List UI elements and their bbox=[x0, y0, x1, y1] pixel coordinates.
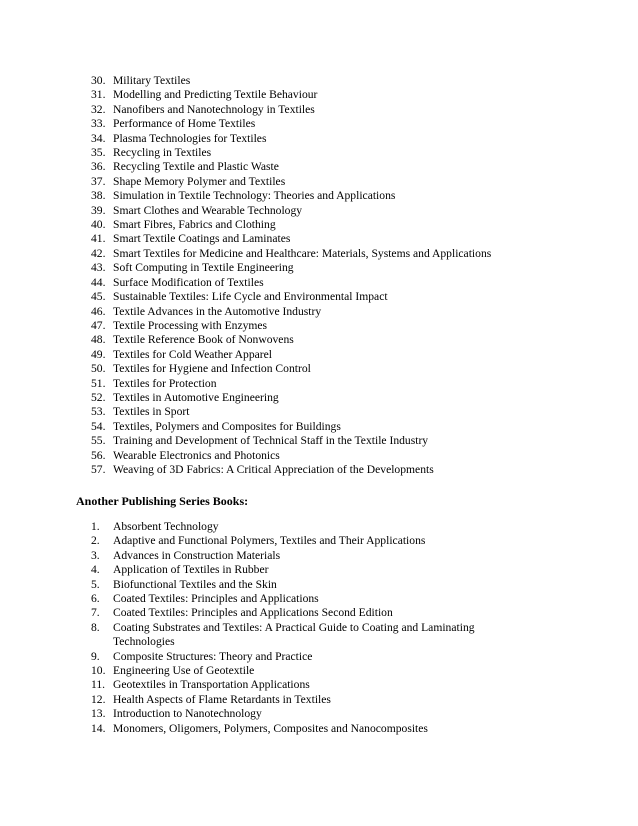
item-title: Coated Textiles: Principles and Applications bbox=[113, 592, 319, 606]
item-title: Military Textiles bbox=[113, 74, 191, 87]
list-item bbox=[91, 520, 475, 534]
list-item bbox=[91, 132, 491, 146]
item-title: Shape Memory Polymer and Textiles bbox=[113, 174, 286, 188]
list-item bbox=[91, 160, 491, 174]
item-number: 57. bbox=[91, 462, 106, 476]
item-number: 47. bbox=[91, 318, 106, 332]
list-item bbox=[91, 348, 491, 362]
item-title: Composite Structures: Theory and Practice bbox=[113, 649, 313, 663]
item-number: 40. bbox=[91, 218, 106, 232]
list-item bbox=[91, 563, 475, 577]
item-number: 43. bbox=[91, 261, 106, 275]
list-item bbox=[91, 434, 491, 448]
item-title: Introduction to Nanotechnology bbox=[113, 707, 262, 721]
item-number: 32. bbox=[91, 102, 106, 116]
item-title: Simulation in Textile Technology: Theories and Applications bbox=[113, 189, 396, 203]
item-number: 50. bbox=[91, 362, 106, 376]
item-number: 51. bbox=[91, 376, 106, 390]
item-number: 12. bbox=[91, 692, 106, 706]
item-number: 35. bbox=[91, 146, 106, 160]
item-number: 49. bbox=[91, 347, 106, 361]
list-item bbox=[91, 204, 491, 218]
item-title: Textiles in Sport bbox=[113, 405, 190, 419]
item-title: Modelling and Predicting Textile Behaviour bbox=[113, 88, 318, 102]
list-item bbox=[91, 146, 491, 160]
item-title: Monomers, Oligomers, Polymers, Composites and Nanocomposites bbox=[113, 721, 428, 735]
item-title: Sustainable Textiles: Life Cycle and Environmental Impact bbox=[113, 290, 388, 304]
list-item bbox=[91, 189, 491, 203]
item-number: 36. bbox=[91, 160, 106, 174]
list-item bbox=[91, 463, 491, 477]
item-title: Coated Textiles: Principles and Applications Second Edition bbox=[113, 606, 393, 620]
item-number: 8. bbox=[91, 620, 100, 634]
list-item bbox=[91, 606, 475, 620]
list-item bbox=[91, 261, 491, 275]
list-item bbox=[91, 650, 475, 664]
list-item bbox=[91, 232, 491, 246]
list-item bbox=[91, 693, 475, 707]
item-number: 5. bbox=[91, 577, 100, 591]
item-number: 34. bbox=[91, 131, 106, 145]
item-title: Adaptive and Functional Polymers, Textiles and Their Applications bbox=[113, 534, 426, 548]
item-title: Textile Advances in the Automotive Industry bbox=[113, 304, 322, 318]
item-title: Weaving of 3D Fabrics: A Critical Appreciation of the Developments bbox=[113, 462, 434, 476]
item-title: Textiles for Protection bbox=[113, 376, 217, 390]
item-number: 45. bbox=[91, 290, 106, 304]
item-title: Smart Fibres, Fabrics and Clothing bbox=[113, 218, 276, 232]
item-number: 6. bbox=[91, 592, 100, 606]
list-item bbox=[91, 578, 475, 592]
list-item bbox=[91, 74, 491, 88]
item-title: Wearable Electronics and Photonics bbox=[113, 448, 280, 462]
item-number: 7. bbox=[91, 606, 100, 620]
item-number: 54. bbox=[91, 419, 106, 433]
item-number: 39. bbox=[91, 203, 106, 217]
list-item bbox=[91, 678, 475, 692]
item-number: 55. bbox=[91, 434, 106, 448]
list-item bbox=[91, 247, 491, 261]
item-number: 46. bbox=[91, 304, 106, 318]
publishing-series-list bbox=[91, 74, 491, 477]
item-number: 9. bbox=[91, 649, 100, 663]
list-item bbox=[91, 290, 491, 304]
list-item bbox=[91, 319, 491, 333]
list-item bbox=[91, 333, 491, 347]
item-title: Textiles for Hygiene and Infection Control bbox=[113, 362, 311, 376]
another-series-list bbox=[91, 520, 475, 736]
list-item bbox=[91, 175, 491, 189]
item-title: Advances in Construction Materials bbox=[113, 548, 281, 562]
item-number: 31. bbox=[91, 88, 106, 102]
item-number: 1. bbox=[91, 520, 100, 533]
item-title: Textiles, Polymers and Composites for Buildings bbox=[113, 419, 341, 433]
list-item bbox=[91, 549, 475, 563]
item-number: 14. bbox=[91, 721, 106, 735]
item-number: 37. bbox=[91, 174, 106, 188]
item-number: 38. bbox=[91, 189, 106, 203]
item-title: Application of Textiles in Rubber bbox=[113, 563, 269, 577]
list-item bbox=[91, 362, 491, 376]
item-title: Health Aspects of Flame Retardants in Textiles bbox=[113, 692, 331, 706]
item-number: 56. bbox=[91, 448, 106, 462]
list-item bbox=[91, 305, 491, 319]
item-number: 48. bbox=[91, 333, 106, 347]
item-number: 52. bbox=[91, 390, 106, 404]
item-title: Surface Modification of Textiles bbox=[113, 275, 264, 289]
list-item bbox=[91, 449, 491, 463]
item-title: Recycling in Textiles bbox=[113, 146, 212, 160]
item-title-continuation: Technologies bbox=[113, 635, 175, 649]
item-title: Nanofibers and Nanotechnology in Textiles bbox=[113, 102, 315, 116]
item-number: 10. bbox=[91, 664, 106, 678]
list-item bbox=[91, 117, 491, 131]
item-title: Plasma Technologies for Textiles bbox=[113, 131, 267, 145]
item-title: Textile Processing with Enzymes bbox=[113, 318, 268, 332]
item-title: Training and Development of Technical Staff in the Textile Industry bbox=[113, 434, 429, 448]
item-number: 3. bbox=[91, 548, 100, 562]
list-item bbox=[91, 722, 475, 736]
item-number: 53. bbox=[91, 405, 106, 419]
list-item bbox=[91, 405, 491, 419]
item-number: 41. bbox=[91, 232, 106, 246]
item-number: 30. bbox=[91, 74, 106, 87]
item-title: Smart Textile Coatings and Laminates bbox=[113, 232, 291, 246]
section-heading: Another Publishing Series Books: bbox=[76, 494, 249, 508]
item-title: Textiles for Cold Weather Apparel bbox=[113, 347, 273, 361]
list-item bbox=[91, 218, 491, 232]
item-title: Smart Clothes and Wearable Technology bbox=[113, 203, 303, 217]
item-title: Coating Substrates and Textiles: A Practical Guide to Coating and Laminating bbox=[113, 620, 475, 634]
list-item bbox=[91, 88, 491, 102]
item-number: 44. bbox=[91, 275, 106, 289]
list-item bbox=[91, 377, 491, 391]
item-title: Performance of Home Textiles bbox=[113, 117, 256, 131]
item-title: Soft Computing in Textile Engineering bbox=[113, 261, 294, 275]
item-title: Textiles in Automotive Engineering bbox=[113, 390, 279, 404]
list-item bbox=[91, 592, 475, 606]
item-number: 33. bbox=[91, 117, 106, 131]
item-number: 42. bbox=[91, 246, 106, 260]
item-number: 11. bbox=[91, 678, 106, 692]
item-title: Absorbent Technology bbox=[113, 520, 219, 533]
item-number: 2. bbox=[91, 534, 100, 548]
item-title: Textile Reference Book of Nonwovens bbox=[113, 333, 294, 347]
list-item bbox=[91, 534, 475, 548]
item-title: Biofunctional Textiles and the Skin bbox=[113, 577, 277, 591]
item-title: Recycling Textile and Plastic Waste bbox=[113, 160, 279, 174]
item-title: Engineering Use of Geotextile bbox=[113, 664, 255, 678]
item-title: Smart Textiles for Medicine and Healthcare: Materials, Systems and Applications bbox=[113, 246, 492, 260]
list-item bbox=[91, 391, 491, 405]
item-title: Geotextiles in Transportation Applications bbox=[113, 678, 310, 692]
list-item bbox=[91, 420, 491, 434]
list-item bbox=[91, 621, 475, 650]
list-item bbox=[91, 103, 491, 117]
list-item bbox=[91, 664, 475, 678]
list-item bbox=[91, 707, 475, 721]
item-number: 13. bbox=[91, 707, 106, 721]
list-item bbox=[91, 276, 491, 290]
item-number: 4. bbox=[91, 563, 100, 577]
